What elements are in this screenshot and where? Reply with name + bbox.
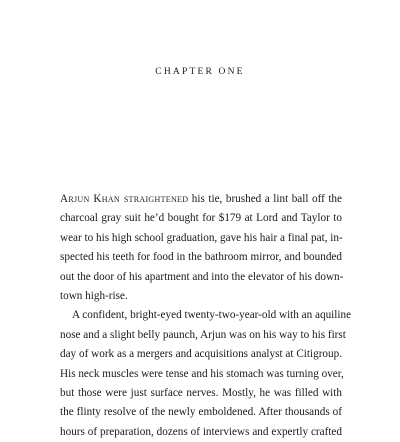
paragraph-1-line-6: town high-rise. bbox=[60, 289, 128, 302]
chapter-heading: CHAPTER ONE bbox=[155, 67, 245, 77]
paragraph-2-line-4: His neck muscles were tense and his stomach was turning over, bbox=[60, 367, 344, 380]
paragraph-1-line-4: spected his teeth for food in the bathroom mirror, and bounded bbox=[60, 251, 342, 264]
paragraph-1-line-2: charcoal gray suit he’d bought for $179 at Lord and Taylor to bbox=[60, 212, 342, 225]
paragraph-1-line-3: wear to his high school graduation, gave his hair a final pat, in- bbox=[60, 231, 343, 244]
paragraph-1-line-1-text: his tie, brushed a lint ball off the bbox=[188, 193, 342, 205]
paragraph-2-line-1: A confident, bright-eyed twenty-two-year-old with an aquiline bbox=[72, 309, 352, 322]
opening-smallcaps: Arjun Khan straightened bbox=[60, 193, 189, 205]
paragraph-2-line-7: hours of preparation, dozens of interviews and expertly crafted bbox=[60, 425, 342, 438]
paragraph-2-line-2: nose and a slight belly paunch, Arjun was on his way to his first bbox=[60, 328, 346, 341]
body-text bbox=[60, 190, 352, 442]
paragraph-2-line-5: but those were just surface nerves. Mostly, he was filled with bbox=[60, 386, 342, 399]
paragraph-1-line-5: out the door of his apartment and into the elevator of his down- bbox=[60, 270, 344, 283]
paragraph-2-line-3: day of work as a mergers and acquisitions analyst at Citigroup. bbox=[60, 348, 342, 361]
paragraph-2-line-6: the flinty resolve of the newly emboldened. After thousands of bbox=[60, 406, 342, 419]
paragraph-1-line-1 bbox=[60, 190, 342, 209]
